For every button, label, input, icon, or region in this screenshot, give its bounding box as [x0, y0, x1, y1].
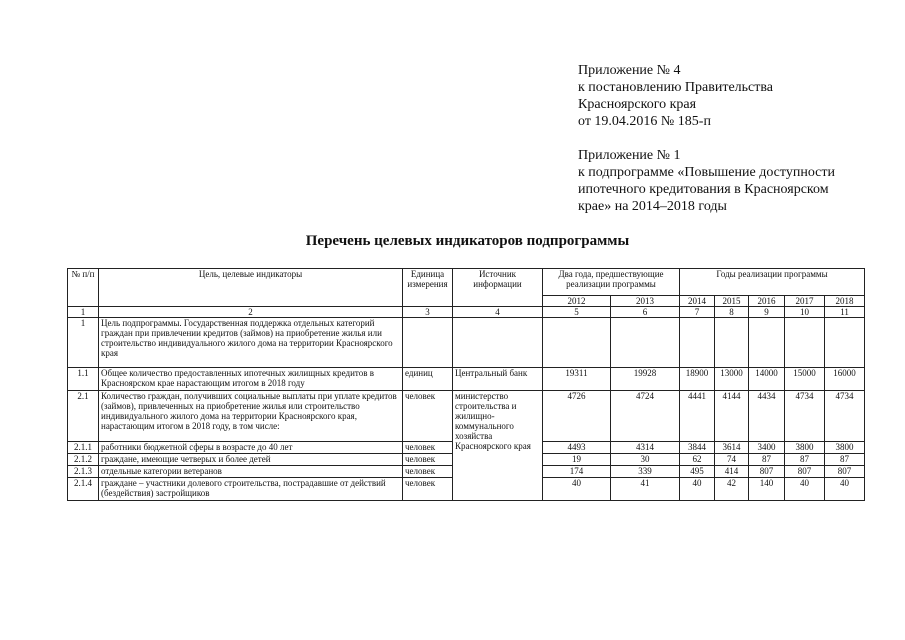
column-number: 11	[825, 307, 865, 318]
row-value: 42	[715, 478, 749, 501]
appendix-1-line-4: крае» на 2014–2018 годы	[578, 199, 727, 214]
row-value: 87	[785, 454, 825, 466]
row-value: 495	[680, 466, 715, 478]
row-value: 807	[785, 466, 825, 478]
row-unit: человек	[403, 454, 453, 466]
row-value: 19928	[611, 368, 680, 391]
row-value	[715, 318, 749, 368]
row-value: 14000	[749, 368, 785, 391]
row-value: 16000	[825, 368, 865, 391]
row-value: 40	[680, 478, 715, 501]
row-value: 62	[680, 454, 715, 466]
header-year: 2018	[825, 296, 865, 307]
row-value: 87	[749, 454, 785, 466]
header-num: № п/п	[68, 269, 99, 307]
column-number: 9	[749, 307, 785, 318]
row-value: 3844	[680, 442, 715, 454]
row-num: 2.1.2	[68, 454, 99, 466]
row-value: 15000	[785, 368, 825, 391]
column-number: 2	[99, 307, 403, 318]
column-number: 5	[543, 307, 611, 318]
row-goal: Количество граждан, получивших социальные выплаты при уплате кредитов (займов), привлеченных на приобретение жилья или строительство индивидуального жилого дома на территории Красноярского края, нарастающим итогом в 2018 году, в том числе:	[99, 391, 403, 442]
header-goal: Цель, целевые индикаторы	[99, 269, 403, 307]
row-value: 174	[543, 466, 611, 478]
row-value	[785, 318, 825, 368]
row-unit: человек	[403, 391, 453, 442]
row-num: 2.1.3	[68, 466, 99, 478]
appendix-4-line-1: Приложение № 4	[578, 63, 681, 78]
row-unit: человек	[403, 478, 453, 501]
row-unit	[403, 318, 453, 368]
document-title: Перечень целевых индикаторов подпрограммы	[305, 233, 630, 249]
row-goal: Общее количество предоставленных ипотечных жилищных кредитов в Красноярском крае нарастающим итогом в 2018 году	[99, 368, 403, 391]
row-unit: человек	[403, 466, 453, 478]
appendix-1-block	[578, 147, 835, 215]
appendix-4-line-3: Красноярского края	[578, 97, 697, 112]
row-value	[749, 318, 785, 368]
row-value: 3800	[825, 442, 865, 454]
table-row	[68, 368, 865, 391]
row-value: 3614	[715, 442, 749, 454]
row-value: 4724	[611, 391, 680, 442]
row-value	[825, 318, 865, 368]
row-value: 13000	[715, 368, 749, 391]
row-value: 30	[611, 454, 680, 466]
row-value: 807	[749, 466, 785, 478]
row-value: 3400	[749, 442, 785, 454]
column-number: 8	[715, 307, 749, 318]
header-source: Источник информации	[453, 269, 543, 307]
row-value	[543, 318, 611, 368]
row-unit: человек	[403, 442, 453, 454]
appendix-1-line-2: к подпрограмме «Повышение доступности	[578, 165, 835, 180]
row-value: 4314	[611, 442, 680, 454]
row-value: 41	[611, 478, 680, 501]
row-goal: работники бюджетной сферы в возрасте до 40 лет	[99, 442, 403, 454]
header-year: 2015	[715, 296, 749, 307]
row-source: Центральный банк	[453, 368, 543, 391]
row-value: 339	[611, 466, 680, 478]
row-value: 87	[825, 454, 865, 466]
row-value: 4441	[680, 391, 715, 442]
row-num: 2.1.4	[68, 478, 99, 501]
row-goal: граждане, имеющие четверых и более детей	[99, 454, 403, 466]
column-number: 3	[403, 307, 453, 318]
row-value: 74	[715, 454, 749, 466]
table-row	[68, 391, 865, 442]
header-year: 2016	[749, 296, 785, 307]
row-value: 4734	[785, 391, 825, 442]
indicators-table	[67, 268, 865, 501]
row-goal: граждане – участники долевого строительства, пострадавшие от действий (бездействия) застройщиков	[99, 478, 403, 501]
row-value: 414	[715, 466, 749, 478]
row-value	[680, 318, 715, 368]
row-num: 2.1	[68, 391, 99, 442]
header-prev-years: Два года, предшествующие реализации программы	[543, 269, 680, 296]
row-value: 4493	[543, 442, 611, 454]
header-year: 2017	[785, 296, 825, 307]
header-year: 2014	[680, 296, 715, 307]
row-value: 4726	[543, 391, 611, 442]
column-number: 7	[680, 307, 715, 318]
row-value: 140	[749, 478, 785, 501]
header-unit: Единица измерения	[403, 269, 453, 307]
header-year: 2013	[611, 296, 680, 307]
appendix-1-line-3: ипотечного кредитования в Красноярском	[578, 182, 829, 197]
column-number: 1	[68, 307, 99, 318]
row-value: 3800	[785, 442, 825, 454]
row-num: 1	[68, 318, 99, 368]
row-value: 18900	[680, 368, 715, 391]
row-value: 19311	[543, 368, 611, 391]
row-value	[611, 318, 680, 368]
column-number: 10	[785, 307, 825, 318]
row-source: министерство строительства и жилищно-коммунального хозяйства Красноярского края	[453, 391, 543, 501]
appendix-4-line-2: к постановлению Правительства	[578, 80, 774, 95]
table-row	[68, 318, 865, 368]
row-goal: Цель подпрограммы. Государственная поддержка отдельных категорий граждан при привлечении кредитов (займов) на приобретение жилья или строительство индивидуального жилого дома на территории Красноярского края	[99, 318, 403, 368]
row-unit: единиц	[403, 368, 453, 391]
row-value: 4434	[749, 391, 785, 442]
column-number: 4	[453, 307, 543, 318]
row-value: 40	[543, 478, 611, 501]
row-source	[453, 318, 543, 368]
row-value: 40	[785, 478, 825, 501]
appendix-4-block	[578, 62, 773, 130]
header-program-years: Годы реализации программы	[680, 269, 865, 296]
row-value: 4734	[825, 391, 865, 442]
row-value: 807	[825, 466, 865, 478]
header-year: 2012	[543, 296, 611, 307]
row-goal: отдельные категории ветеранов	[99, 466, 403, 478]
row-value: 4144	[715, 391, 749, 442]
column-number: 6	[611, 307, 680, 318]
row-num: 2.1.1	[68, 442, 99, 454]
row-num: 1.1	[68, 368, 99, 391]
appendix-1-line-1: Приложение № 1	[578, 148, 681, 163]
row-value: 40	[825, 478, 865, 501]
row-value: 19	[543, 454, 611, 466]
appendix-4-line-4: от 19.04.2016 № 185-п	[578, 114, 711, 129]
